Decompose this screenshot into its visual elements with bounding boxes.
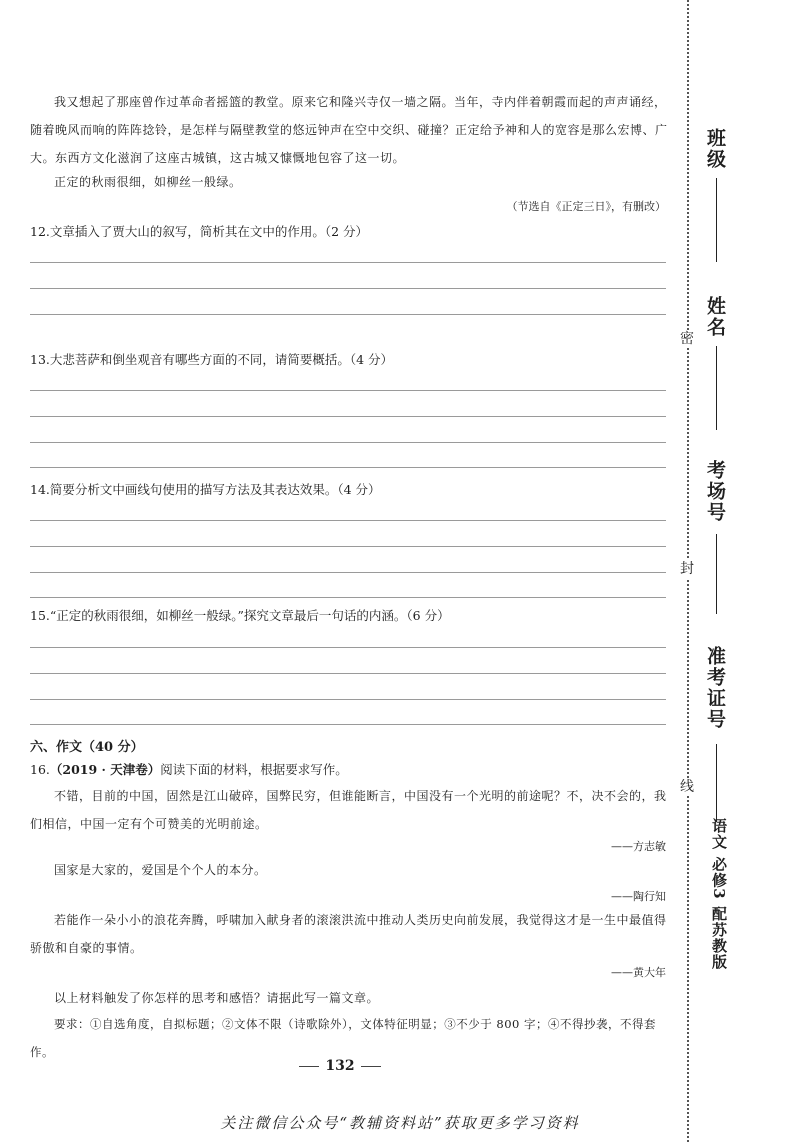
- subject-label: 语文 必修3 配苏教版: [710, 818, 728, 970]
- admission-number-field[interactable]: [716, 744, 717, 822]
- writing-prompt: 以上材料触发了你怎样的思考和感悟？请据此写一篇文章。: [54, 991, 380, 1005]
- material-author-1: ——方志敏: [611, 840, 666, 853]
- answer-line: [30, 467, 666, 468]
- question-16-source: （2019 · 天津卷）: [49, 762, 161, 777]
- material-author-2: ——陶行知: [611, 890, 666, 903]
- answer-line: [30, 390, 666, 391]
- answer-line: [30, 314, 666, 315]
- question-15: 15.“正定的秋雨很细，如柳丝一般绿。”探究文章最后一句话的内涵。（6 分）: [30, 608, 450, 623]
- seal-mark-feng: 封: [680, 561, 694, 577]
- answer-line: [30, 546, 666, 547]
- answer-line: [30, 442, 666, 443]
- seal-mark-mi: 密: [680, 331, 694, 347]
- passage-paragraph-1: 我又想起了那座曾作过革命者摇篮的教堂。原来它和隆兴寺仅一墙之隔。当年，寺内伴着朝霞而起的声声诵经，随着晚风而响的阵阵捻铃，是怎样与隔壁教堂的悠远钟声在空中交织、碰撞？正定给予神和人的宽容是那么宏博、广大。东西方文化滋润了这座古城镇，这古城又慷慨地包容了这一切。: [30, 95, 668, 165]
- passage-source: （节选自《正定三日》，有删改）: [506, 200, 666, 213]
- answer-line: [30, 699, 666, 700]
- footer-watermark: 关注微信公众号“教辅资料站”获取更多学习资料: [220, 1114, 580, 1132]
- answer-line: [30, 262, 666, 263]
- class-field[interactable]: [716, 178, 717, 262]
- exam-room-field[interactable]: [716, 534, 717, 614]
- page-number: 132: [0, 1058, 680, 1074]
- exam-room-label: 考场号: [704, 460, 726, 523]
- name-field[interactable]: [716, 346, 717, 430]
- class-label: 班级: [704, 128, 726, 170]
- material-quote-3: 若能作一朵小小的浪花奔腾，呼啸加入献身者的滚滚洪流中推动人类历史向前发展，我觉得这才是一生中最值得骄傲和自豪的事情。: [30, 913, 667, 955]
- material-quote-1: 不错，目前的中国，固然是江山破碎，国弊民穷，但谁能断言，中国没有一个光明的前途呢？不，决不会的，我们相信，中国一定有个可赞美的光明前途。: [30, 789, 667, 831]
- admission-number-label: 准考证号: [704, 646, 726, 730]
- answer-line: [30, 597, 666, 598]
- question-13: 13.大悲菩萨和倒坐观音有哪些方面的不同，请简要概括。（4 分）: [30, 352, 394, 367]
- question-12: 12.文章插入了贾大山的叙写，简析其在文中的作用。（2 分）: [30, 224, 369, 239]
- answer-line: [30, 647, 666, 648]
- answer-line: [30, 520, 666, 521]
- material-author-3: ——黄大年: [611, 966, 666, 979]
- answer-line: [30, 416, 666, 417]
- material-quote-2: 国家是大家的，爱国是个个人的本分。: [54, 863, 267, 877]
- passage-paragraph-2: 正定的秋雨很细，如柳丝一般绿。: [54, 175, 242, 189]
- question-16: [30, 760, 348, 778]
- section-title-writing: 六、作文（40 分）: [30, 740, 144, 755]
- question-16-number: 16.: [30, 762, 50, 777]
- answer-line: [30, 673, 666, 674]
- seal-mark-xian: 线: [680, 779, 694, 795]
- answer-line: [30, 288, 666, 289]
- question-14: 14.简要分析文中画线句使用的描写方法及其表达效果。（4 分）: [30, 482, 381, 497]
- answer-line: [30, 724, 666, 725]
- question-16-text: 阅读下面的材料，根据要求写作。: [160, 762, 348, 777]
- answer-line: [30, 572, 666, 573]
- writing-requirements: 要求：①自选角度，自拟标题；②文体不限（诗歌除外），文体特征明显；③不少于 800 字；④不得抄袭，不得套作。: [30, 1017, 657, 1059]
- name-label: 姓名: [704, 296, 726, 338]
